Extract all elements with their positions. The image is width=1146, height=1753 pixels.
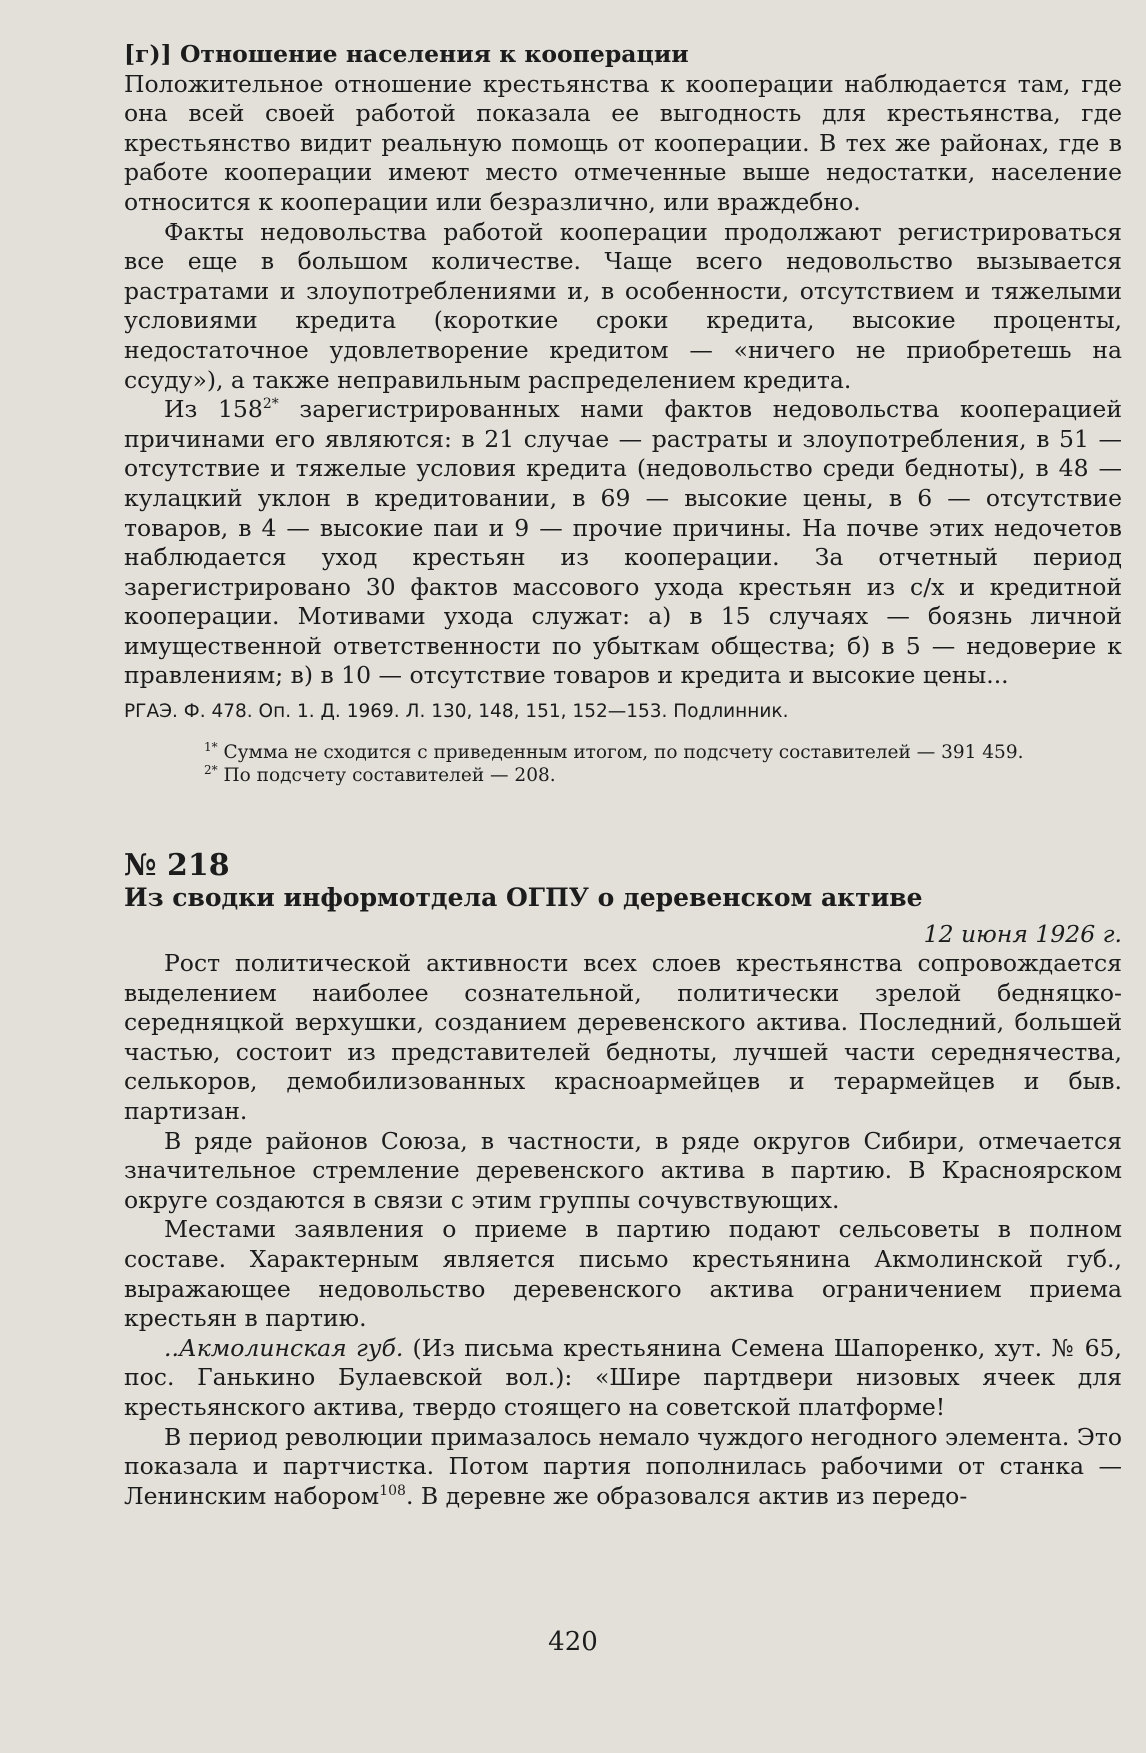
footnote-1 bbox=[204, 741, 1122, 764]
paragraph-text: . В деревне же образовался актив из передо- bbox=[405, 1481, 968, 1510]
footnotes bbox=[124, 741, 1122, 787]
footnote-mark: 1* bbox=[204, 739, 218, 754]
document-paragraph-4 bbox=[124, 1334, 1122, 1423]
section-paragraph-2: Факты недовольства работой кооперации продолжают регистрироваться все еще в большом количестве. Чаще всего недовольство вызывается растратами и злоупотреблениями и, в особенности, отсутствием и тяжелыми условиями кредита (короткие сроки кредита, высокие проценты, недостаточное удовлетворение кредитом — «ничего не приобретешь на ссуду»), а также неправильным распределением кредита. bbox=[124, 217, 1122, 394]
section-paragraph-3 bbox=[124, 395, 1122, 691]
section-paragraph-1: Положительное отношение крестьянства к кооперации наблюдается там, где она всей своей работой показала ее выгодность для крестьянства, где крестьянство видит реальную помощь от кооперации. В тех же районах, где в работе кооперации имеют место отмеченные выше недостатки, население относится к кооперации или безразлично, или враждебно. bbox=[124, 69, 1122, 216]
footnote-ref: 108 bbox=[379, 1482, 406, 1499]
page-number: 420 bbox=[548, 1627, 598, 1657]
page-content bbox=[124, 40, 1122, 1511]
place-name: ..Акмолинская губ. bbox=[164, 1333, 404, 1362]
document-paragraph-1: Рост политической активности всех слоев крестьянства сопровождается выделением наиболее сознательной, политически зрелой бедняцко-середняцкой верхушки, созданием деревенского актива. Последний, большей частью, состоит из представителей бедноты, лучшей части середнячества, селькоров, демобилизованных красноармейцев и терармейцев и быв. партизан. bbox=[124, 949, 1122, 1126]
document-paragraph-5 bbox=[124, 1423, 1122, 1512]
footnote-text: По подсчету составителей — 208. bbox=[217, 765, 556, 787]
paragraph-text: (Из письма крестьянина Семена Шапоренко, хут. № 65, пос. Ганькино Булаевской вол.): «Шире партдвери низовых ячеек для крестьянского актива, твердо стоящего на советской платформе! bbox=[124, 1333, 1122, 1421]
document-paragraph-2: В ряде районов Союза, в частности, в ряде округов Сибири, отмечается значительное стремление деревенского актива в партию. В Красноярском округе создаются в связи с этим группы сочувствующих. bbox=[124, 1126, 1122, 1214]
document-paragraph-3: Местами заявления о приеме в партию подают сельсоветы в полном составе. Характерным является письмо крестьянина Акмолинской губ., выражающее недовольство деревенского актива ограничением приема крестьян в партию. bbox=[124, 1215, 1122, 1333]
document-number: № 218 bbox=[124, 848, 230, 884]
footnote-2 bbox=[204, 764, 1122, 787]
footnote-text: Сумма не сходится с приведенным итогом, по подсчету составителей — 391 459. bbox=[217, 742, 1024, 764]
paragraph-text: зарегистрированных нами фактов недовольства кооперацией причинами его являются: в 21 случае — растраты и злоупотребления, в 51 — отсутствие и тяжелые условия кредита (недовольство среди бедноты), в 48 — кулацкий уклон в кредитовании, в 69 — высокие цены, в 6 — отсутствие товаров, в 4 — высокие паи и 9 — прочие причины. На почве этих недочетов наблюдается уход крестьян из кооперации. За отчетный период зарегистрировано 30 фактов массового ухода крестьян из с/х и кредитной кооперации. Мотивами ухода служат: а) в 15 случаях — боязнь личной имущественной ответственности по убыткам общества; б) в 5 — недоверие к правлениям; в) в 10 — отсутствие товаров и кредита и высокие цены... bbox=[124, 395, 1122, 690]
footnote-ref: 2* bbox=[262, 396, 279, 413]
document-title: Из сводки информотдела ОГПУ о деревенском активе bbox=[124, 883, 923, 913]
footnote-mark: 2* bbox=[204, 762, 218, 777]
document-date: 12 июня 1926 г. bbox=[923, 920, 1122, 949]
paragraph-text: Из 158 bbox=[164, 395, 263, 424]
paragraph-text: В период революции примазалось немало чуждого негодного элемента. Это показала и партчистка. Потом партия пополнилась рабочими от станка — Ленинским набором bbox=[124, 1422, 1122, 1510]
section-heading: [г)] Отношение населения к кооперации bbox=[124, 40, 689, 68]
archive-source: РГАЭ. Ф. 478. Оп. 1. Д. 1969. Л. 130, 148, 151, 152—153. Подлинник. bbox=[124, 701, 789, 723]
